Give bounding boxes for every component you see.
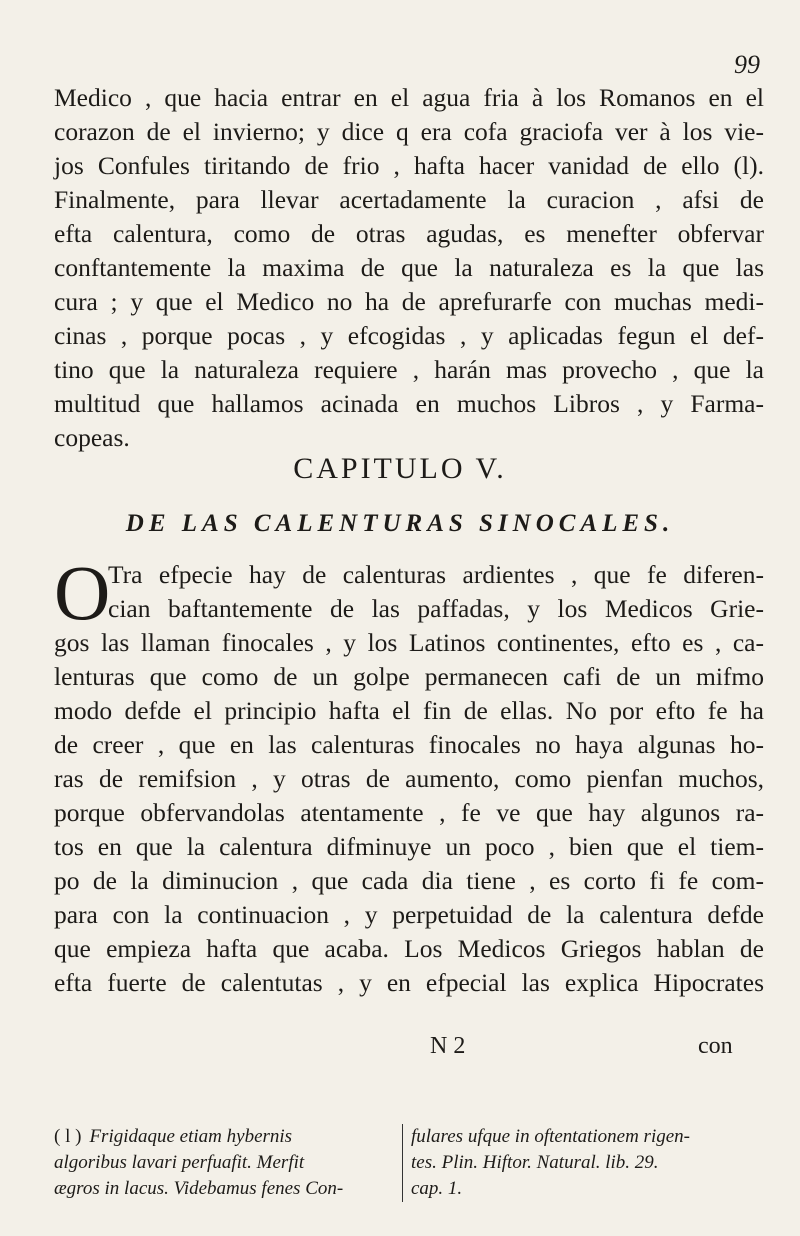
footnote-line: fulares ufque in oftentationem rigen- xyxy=(411,1126,690,1147)
text-line: para con la continuacion , y perpetuidad de la calentura defde xyxy=(54,900,764,929)
text-line: lenturas que como de un golpe permanecen cafi de un mifmo xyxy=(54,662,764,691)
footnote-line: cap. 1. xyxy=(411,1178,463,1199)
text-line: cura ; y que el Medico no ha de aprefurarfe con muchas medi- xyxy=(54,287,764,316)
footnote-line: tes. Plin. Hiftor. Natural. lib. 29. xyxy=(411,1152,659,1173)
text-line: porque obfervandolas atentamente , fe ve que hay algunos ra- xyxy=(54,798,764,827)
text-line: Finalmente, para llevar acertadamente la curacion , afsi de xyxy=(54,185,764,214)
text-line: gos las llaman finocales , y los Latinos continentes, efto es , ca- xyxy=(54,628,764,657)
text-line: po de la diminucion , que cada dia tiene , es corto fi fe com- xyxy=(54,866,764,895)
text-line: cian baftantemente de las paffadas, y los Medicos Grie- xyxy=(108,594,764,623)
text-line: de creer , que en las calenturas finocales no haya algunas ho- xyxy=(54,730,764,759)
chapter-subtitle: DE LAS CALENTURAS SINOCALES. xyxy=(125,510,675,537)
catchword: con xyxy=(698,1033,733,1059)
page-number: 99 xyxy=(734,50,760,79)
text-line: ras de remifsion , y otras de aumento, como pienfan muchos, xyxy=(54,764,764,793)
drop-cap: O xyxy=(54,549,111,636)
chapter-text xyxy=(54,549,764,1000)
text-line: copeas. xyxy=(54,423,130,452)
chapter-title: CAPITULO V. xyxy=(293,452,507,485)
footnote-line: ægros in lacus. Videbamus fenes Con- xyxy=(54,1178,344,1199)
footnote-marker: ( l ) xyxy=(54,1126,82,1147)
text-line: multitud que hallamos acinada en muchos Libros , y Farma- xyxy=(54,389,764,418)
text-line: Tra efpecie hay de calenturas ardientes , que fe diferen- xyxy=(108,560,764,589)
footnote-line: algoribus lavari perfuafit. Merfit xyxy=(54,1152,305,1173)
paragraph-text xyxy=(54,81,764,455)
footnote-line: ( l ) Frigidaque etiam hybernis xyxy=(54,1126,293,1147)
text-line: efta calentura, como de otras agudas, es menefter obfervar xyxy=(54,219,764,248)
text-line: corazon de el invierno; y dice q era cofa graciofa ver à los vie- xyxy=(54,117,764,146)
text-line: tino que la naturaleza requiere , harán mas provecho , que la xyxy=(54,355,764,384)
text-line: modo defde el principio hafta el fin de ellas. No por efto fe ha xyxy=(54,696,764,725)
footnote-right-column xyxy=(402,1124,779,1202)
text-line: cinas , porque pocas , y efcogidas , y aplicadas fegun el def- xyxy=(54,321,764,350)
text-line: jos Confules tiritando de frio , hafta hacer vanidad de ello (l). xyxy=(54,151,764,180)
text-line: conftantemente la maxima de que la naturaleza es la que las xyxy=(54,253,764,282)
text-line: que empieza hafta que acaba. Los Medicos Griegos hablan de xyxy=(54,934,764,963)
text-line: Medico , que hacia entrar en el agua fria à los Romanos en el xyxy=(54,83,764,112)
signature-mark: N 2 xyxy=(430,1033,466,1059)
footnote-left-column xyxy=(54,1124,392,1202)
text-line: tos en que la calentura difminuye un poco , bien que el tiem- xyxy=(54,832,764,861)
text-line: efta fuerte de calentutas , y en efpecial las explica Hipocrates xyxy=(54,968,764,997)
